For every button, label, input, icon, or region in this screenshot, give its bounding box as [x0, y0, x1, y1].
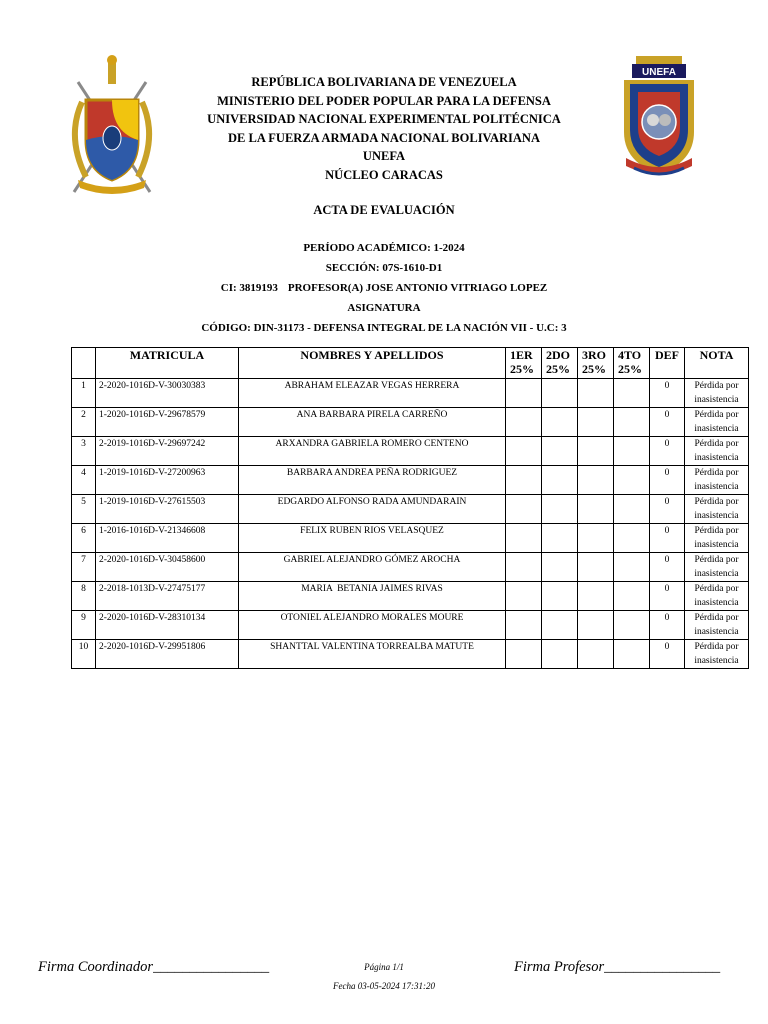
row-nota: Pérdida por inasistencia — [685, 466, 749, 495]
row-eval-1 — [506, 379, 542, 408]
row-eval-1 — [506, 611, 542, 640]
row-def: 0 — [650, 524, 685, 553]
header-eval-2: 2DO 25% — [542, 348, 578, 379]
row-index: 8 — [72, 582, 96, 611]
row-matricula: 2-2019-1016D-V-29697242 — [96, 437, 239, 466]
row-eval-2 — [542, 379, 578, 408]
row-eval-2 — [542, 553, 578, 582]
row-nombre: SHANTTAL VALENTINA TORREALBA MATUTE — [239, 640, 506, 669]
header-line-universidad: UNIVERSIDAD NACIONAL EXPERIMENTAL POLITÉCNICA — [207, 112, 561, 126]
row-eval-2 — [542, 408, 578, 437]
row-matricula: 2-2020-1016D-V-29951806 — [96, 640, 239, 669]
row-nota: Pérdida por inasistencia — [685, 611, 749, 640]
row-nota: Pérdida por inasistencia — [685, 524, 749, 553]
header-line-nucleo: NÚCLEO CARACAS — [325, 167, 443, 182]
unefa-shield-emblem — [616, 50, 702, 184]
row-index: 9 — [72, 611, 96, 640]
asignatura-label: ASIGNATURA — [347, 302, 421, 314]
row-eval-3 — [578, 437, 614, 466]
row-eval-1 — [506, 640, 542, 669]
ci-number: CI: 3819193 — [220, 282, 278, 294]
row-matricula: 2-2018-1013D-V-27475177 — [96, 582, 239, 611]
row-nombre: EDGARDO ALFONSO RADA AMUNDARAIN — [239, 495, 506, 524]
row-nota: Pérdida por inasistencia — [685, 553, 749, 582]
profesor-name: PROFESOR(A) JOSE ANTONIO VITRIAGO LOPEZ — [287, 282, 548, 294]
header-def: DEF — [650, 348, 685, 379]
header-eval-1: 1ER 25% — [506, 348, 542, 379]
row-nota: Pérdida por inasistencia — [685, 582, 749, 611]
header-line-fuerza-armada: DE LA FUERZA ARMADA NACIONAL BOLIVARIANA — [228, 130, 540, 145]
header-matricula: MATRICULA — [96, 348, 239, 379]
unefa-shield-label: UNEFA — [642, 67, 676, 78]
table-row — [72, 582, 749, 611]
header-line-ministerio: MINISTERIO DEL PODER POPULAR PARA LA DEFENSA — [217, 93, 551, 108]
row-nombre: GABRIEL ALEJANDRO GÓMEZ AROCHA — [239, 553, 506, 582]
table-row — [72, 408, 749, 437]
seccion: SECCIÓN: 07S-1610-D1 — [325, 262, 443, 274]
row-eval-3 — [578, 379, 614, 408]
row-nombre: OTONIEL ALEJANDRO MORALES MOURE — [239, 611, 506, 640]
table-row — [72, 611, 749, 640]
row-index: 3 — [72, 437, 96, 466]
header-eval-3: 3RO 25% — [578, 348, 614, 379]
row-def: 0 — [650, 437, 685, 466]
row-eval-2 — [542, 437, 578, 466]
row-eval-1 — [506, 553, 542, 582]
row-eval-4 — [614, 524, 650, 553]
row-index: 6 — [72, 524, 96, 553]
table-row — [72, 495, 749, 524]
table-row — [72, 640, 749, 669]
row-eval-4 — [614, 553, 650, 582]
row-eval-3 — [578, 408, 614, 437]
row-eval-4 — [614, 466, 650, 495]
row-eval-4 — [614, 437, 650, 466]
row-eval-3 — [578, 582, 614, 611]
row-def: 0 — [650, 408, 685, 437]
coat-of-arms-emblem — [64, 52, 160, 200]
row-eval-1 — [506, 495, 542, 524]
row-eval-3 — [578, 640, 614, 669]
row-def: 0 — [650, 553, 685, 582]
row-eval-2 — [542, 640, 578, 669]
row-index: 1 — [72, 379, 96, 408]
grades-table — [71, 347, 749, 669]
row-index: 2 — [72, 408, 96, 437]
firma-coordinador: Firma Coordinador________________ — [38, 959, 270, 975]
row-eval-1 — [506, 408, 542, 437]
row-matricula: 2-2020-1016D-V-28310134 — [96, 611, 239, 640]
row-eval-2 — [542, 611, 578, 640]
row-nota: Pérdida por inasistencia — [685, 437, 749, 466]
row-nota: Pérdida por inasistencia — [685, 640, 749, 669]
institution-header — [150, 73, 618, 184]
row-eval-4 — [614, 640, 650, 669]
row-nombre: BARBARA ANDREA PEÑA RODRIGUEZ — [239, 466, 506, 495]
row-nombre: ARXANDRA GABRIELA ROMERO CENTENO — [239, 437, 506, 466]
row-eval-1 — [506, 582, 542, 611]
row-eval-3 — [578, 611, 614, 640]
row-matricula: 1-2019-1016D-V-27200963 — [96, 466, 239, 495]
page-number: Página 1/1 — [364, 962, 404, 972]
row-eval-4 — [614, 582, 650, 611]
row-matricula: 2-2020-1016D-V-30458600 — [96, 553, 239, 582]
row-eval-3 — [578, 495, 614, 524]
row-def: 0 — [650, 495, 685, 524]
row-eval-3 — [578, 466, 614, 495]
row-nombre: ANA BARBARA PIRELA CARREÑO — [239, 408, 506, 437]
row-matricula: 1-2016-1016D-V-21346608 — [96, 524, 239, 553]
row-eval-4 — [614, 379, 650, 408]
table-row — [72, 466, 749, 495]
row-eval-3 — [578, 553, 614, 582]
row-nombre: FELIX RUBEN RIOS VELASQUEZ — [239, 524, 506, 553]
row-nota: Pérdida por inasistencia — [685, 379, 749, 408]
row-nota: Pérdida por inasistencia — [685, 495, 749, 524]
row-nombre: ABRAHAM ELEAZAR VEGAS HERRERA — [239, 379, 506, 408]
course-info — [0, 238, 768, 338]
row-def: 0 — [650, 640, 685, 669]
row-nombre: MARIA BETANIA JAIMES RIVAS — [239, 582, 506, 611]
row-eval-2 — [542, 524, 578, 553]
print-date: Fecha 03-05-2024 17:31:20 — [333, 981, 435, 991]
row-index: 7 — [72, 553, 96, 582]
row-eval-4 — [614, 408, 650, 437]
table-row — [72, 437, 749, 466]
row-matricula: 1-2019-1016D-V-27615503 — [96, 495, 239, 524]
header-line-republica: REPÚBLICA BOLIVARIANA DE VENEZUELA — [251, 75, 517, 89]
row-eval-1 — [506, 437, 542, 466]
row-def: 0 — [650, 611, 685, 640]
header-line-unefa: UNEFA — [362, 149, 406, 163]
row-eval-1 — [506, 524, 542, 553]
table-row — [72, 524, 749, 553]
row-eval-4 — [614, 611, 650, 640]
row-index: 10 — [72, 640, 96, 669]
header-index — [72, 348, 96, 379]
document-title: ACTA DE EVALUACIÓN — [313, 203, 455, 217]
header-nombres: NOMBRES Y APELLIDOS — [239, 348, 506, 379]
row-index: 4 — [72, 466, 96, 495]
periodo-academico: PERÍODO ACADÉMICO: 1-2024 — [303, 242, 465, 254]
row-index: 5 — [72, 495, 96, 524]
row-def: 0 — [650, 582, 685, 611]
codigo-asignatura: CÓDIGO: DIN-31173 - DEFENSA INTEGRAL DE LA NACIÓN VII - U.C: 3 — [201, 322, 567, 334]
row-eval-3 — [578, 524, 614, 553]
row-eval-4 — [614, 495, 650, 524]
header-nota: NOTA — [685, 348, 749, 379]
row-def: 0 — [650, 379, 685, 408]
table-row — [72, 553, 749, 582]
ci-profesor-line — [0, 278, 768, 298]
row-def: 0 — [650, 466, 685, 495]
table-row — [72, 379, 749, 408]
row-nota: Pérdida por inasistencia — [685, 408, 749, 437]
row-eval-2 — [542, 495, 578, 524]
row-eval-1 — [506, 466, 542, 495]
row-matricula: 2-2020-1016D-V-30030383 — [96, 379, 239, 408]
row-matricula: 1-2020-1016D-V-29678579 — [96, 408, 239, 437]
header-eval-4: 4TO 25% — [614, 348, 650, 379]
firma-profesor: Firma Profesor________________ — [514, 959, 721, 975]
row-eval-2 — [542, 466, 578, 495]
row-eval-2 — [542, 582, 578, 611]
table-header-row — [72, 348, 749, 379]
